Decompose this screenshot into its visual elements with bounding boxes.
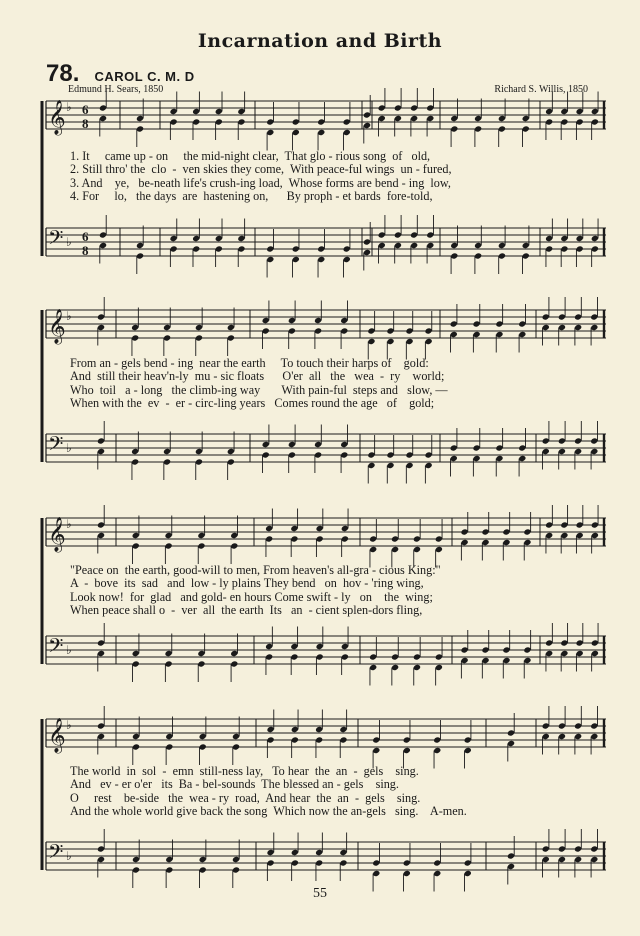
lyric-line: And the whole world give back the song Which now the an-gels sing. A-men. bbox=[70, 804, 467, 819]
lyrics-system-3 bbox=[70, 564, 600, 618]
lyric-line: Look now! for glad and gold- en hours Come swift - ly on the wing; bbox=[70, 589, 433, 604]
lyric-line: "Peace on the earth, good-will to men, From heaven's all-gra - cious King:" bbox=[70, 563, 441, 577]
time-signature-top: 6 bbox=[82, 102, 89, 117]
bass-clef-icon: 𝄢 bbox=[48, 226, 64, 254]
lyric-line: 1. It came up - on the mid-night clear, That glo - rious song of old, bbox=[70, 149, 431, 163]
time-signature-bottom: 8 bbox=[82, 243, 89, 258]
time-signature-bottom: 8 bbox=[82, 116, 89, 131]
lyric-line: 4. For lo, the days are hastening on, By proph - et bards fore-told, bbox=[70, 189, 433, 204]
flat-sign-icon: ♭ bbox=[66, 718, 72, 732]
flat-sign-icon: ♭ bbox=[66, 643, 72, 657]
section-title: Incarnation and Birth bbox=[197, 30, 443, 52]
flat-sign-icon: ♭ bbox=[66, 309, 72, 323]
lyric-line: 3. And ye, be-neath life's crush-ing load, Whose forms are bend - ing low, bbox=[70, 175, 451, 190]
author-credit: Edmund H. Sears, 1850 bbox=[68, 84, 164, 95]
lyrics-system-2 bbox=[70, 357, 600, 411]
lyric-line: When peace shall o - ver all the earth Its an - cient splen-dors fling, bbox=[70, 603, 423, 618]
page-number: 55 bbox=[313, 886, 327, 901]
lyric-line: A - bove its sad and low - ly plains They bend on hov - 'ring wing, bbox=[70, 576, 424, 591]
lyric-line: Who toil a - long the climb-ing way With pain-ful steps and slow, — bbox=[70, 382, 448, 397]
bass-clef-icon: 𝄢 bbox=[48, 634, 64, 662]
hymn-number: 78. bbox=[46, 60, 80, 87]
time-signature-top: 6 bbox=[82, 229, 89, 244]
bass-clef-icon: 𝄢 bbox=[48, 840, 64, 868]
flat-sign-icon: ♭ bbox=[66, 849, 72, 863]
treble-clef-icon: 𝄞 bbox=[48, 100, 66, 135]
lyrics-system-1 bbox=[70, 150, 600, 204]
tune-name: CAROL C. M. D bbox=[94, 69, 195, 84]
lyric-line: The world in sol - emn still-ness lay, To hear the an - gels sing. bbox=[70, 764, 419, 778]
lyric-line: 2. Still thro' the clo - ven skies they come, With peace-ful wings un - fured, bbox=[70, 162, 452, 177]
flat-sign-icon: ♭ bbox=[66, 100, 72, 114]
treble-clef-icon: 𝄞 bbox=[48, 718, 66, 753]
flat-sign-icon: ♭ bbox=[66, 235, 72, 249]
composer-credit: Richard S. Willis, 1850 bbox=[494, 84, 588, 95]
lyric-line: O rest be-side the wea - ry road, And hear the an - gels sing. bbox=[70, 790, 421, 805]
bass-clef-icon: 𝄢 bbox=[48, 432, 64, 460]
flat-sign-icon: ♭ bbox=[66, 517, 72, 531]
lyric-line: When with the ev - er - circ-ling years Comes round the age of gold; bbox=[70, 396, 435, 411]
lyric-line: And ev - er o'er its Ba - bel-sounds The blessed an - gels sing. bbox=[70, 777, 399, 792]
flat-sign-icon: ♭ bbox=[66, 441, 72, 455]
lyric-line: And still their heav'n-ly mu - sic floats O'er all the wea - ry world; bbox=[70, 369, 445, 384]
treble-clef-icon: 𝄞 bbox=[48, 309, 66, 344]
lyric-line: From an - gels bend - ing near the earth To touch their harps of gold: bbox=[70, 356, 429, 370]
lyrics-system-4 bbox=[70, 765, 600, 819]
treble-clef-icon: 𝄞 bbox=[48, 517, 66, 552]
